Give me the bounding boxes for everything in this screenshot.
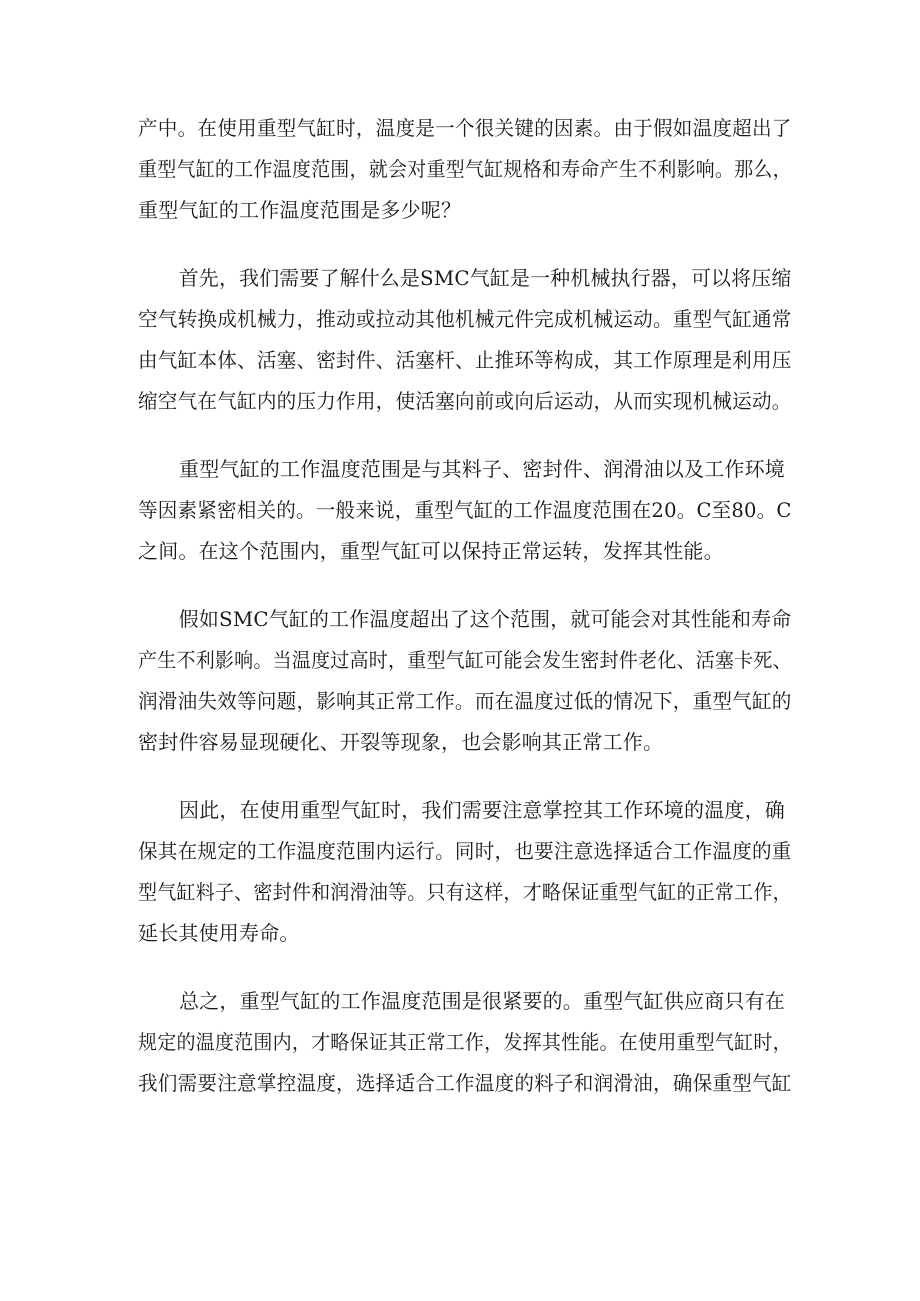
text-line: 密封件容易显现硬化、开裂等现象，也会影响其正常工作。 [138, 730, 664, 754]
text-line: 重型气缸的工作温度范围是多少呢？ [138, 198, 462, 222]
text-line: 型气缸料子、密封件和润滑油等。只有这样，才略保证重型气缸的正常工作， [138, 880, 792, 904]
text-line: 由气缸本体、活塞、密封件、活塞杆、止推环等构成，其工作原理是利用压 [138, 348, 792, 372]
text-line: 重型气缸的工作温度范围是与其料子、密封件、润滑油以及工作环境 [179, 457, 785, 481]
text-line: 之间。在这个范围内，重型气缸可以保持正常运转，发挥其性能。 [138, 539, 724, 563]
paragraph-intro [138, 108, 792, 231]
text-line: 假如SMC气缸的工作温度超出了这个范围，就可能会对其性能和寿命 [178, 607, 792, 631]
paragraph-control [138, 790, 792, 954]
text-line: 规定的温度范围内，才略保证其正常工作，发挥其性能。在使用重型气缸时， [138, 1030, 792, 1054]
text-line: 缩空气在气缸内的压力作用，使活塞向前或向后运动，从而实现机械运动。 [138, 389, 792, 413]
text-line: 产中。在使用重型气缸时，温度是一个很关键的因素。由于假如温度超出了 [138, 116, 792, 140]
text-line: 产生不利影响。当温度过高时，重型气缸可能会发生密封件老化、活塞卡死、 [138, 648, 792, 672]
paragraph-out-of-range [138, 599, 792, 763]
paragraph-definition [138, 258, 792, 422]
paragraph-temperature-range [138, 449, 792, 572]
document-body [138, 108, 792, 1131]
text-line: 保其在规定的工作温度范围内运行。同时，也要注意选择适合工作温度的重 [138, 839, 792, 863]
text-line: 空气转换成机械力，推动或拉动其他机械元件完成机械运动。重型气缸通常 [138, 307, 792, 331]
text-line: 润滑油失效等问题，影响其正常工作。而在温度过低的情况下，重型气缸的 [138, 689, 792, 713]
text-line: 我们需要注意掌控温度，选择适合工作温度的料子和润滑油，确保重型气缸 [138, 1071, 792, 1095]
text-line: 总之，重型气缸的工作温度范围是很紧要的。重型气缸供应商只有在 [179, 989, 785, 1013]
text-line: 首先，我们需要了解什么是SMC气缸是一种机械执行器，可以将压缩 [178, 266, 792, 290]
text-line: 因此，在使用重型气缸时，我们需要注意掌控其工作环境的温度，确 [179, 798, 785, 822]
text-line: 等因素紧密相关的。一般来说，重型气缸的工作温度范围在20。C至80。C [138, 498, 792, 522]
text-line: 延长其使用寿命。 [138, 921, 300, 945]
text-line: 重型气缸的工作温度范围，就会对重型气缸规格和寿命产生不利影响。那么， [138, 157, 792, 181]
paragraph-summary [138, 981, 792, 1104]
